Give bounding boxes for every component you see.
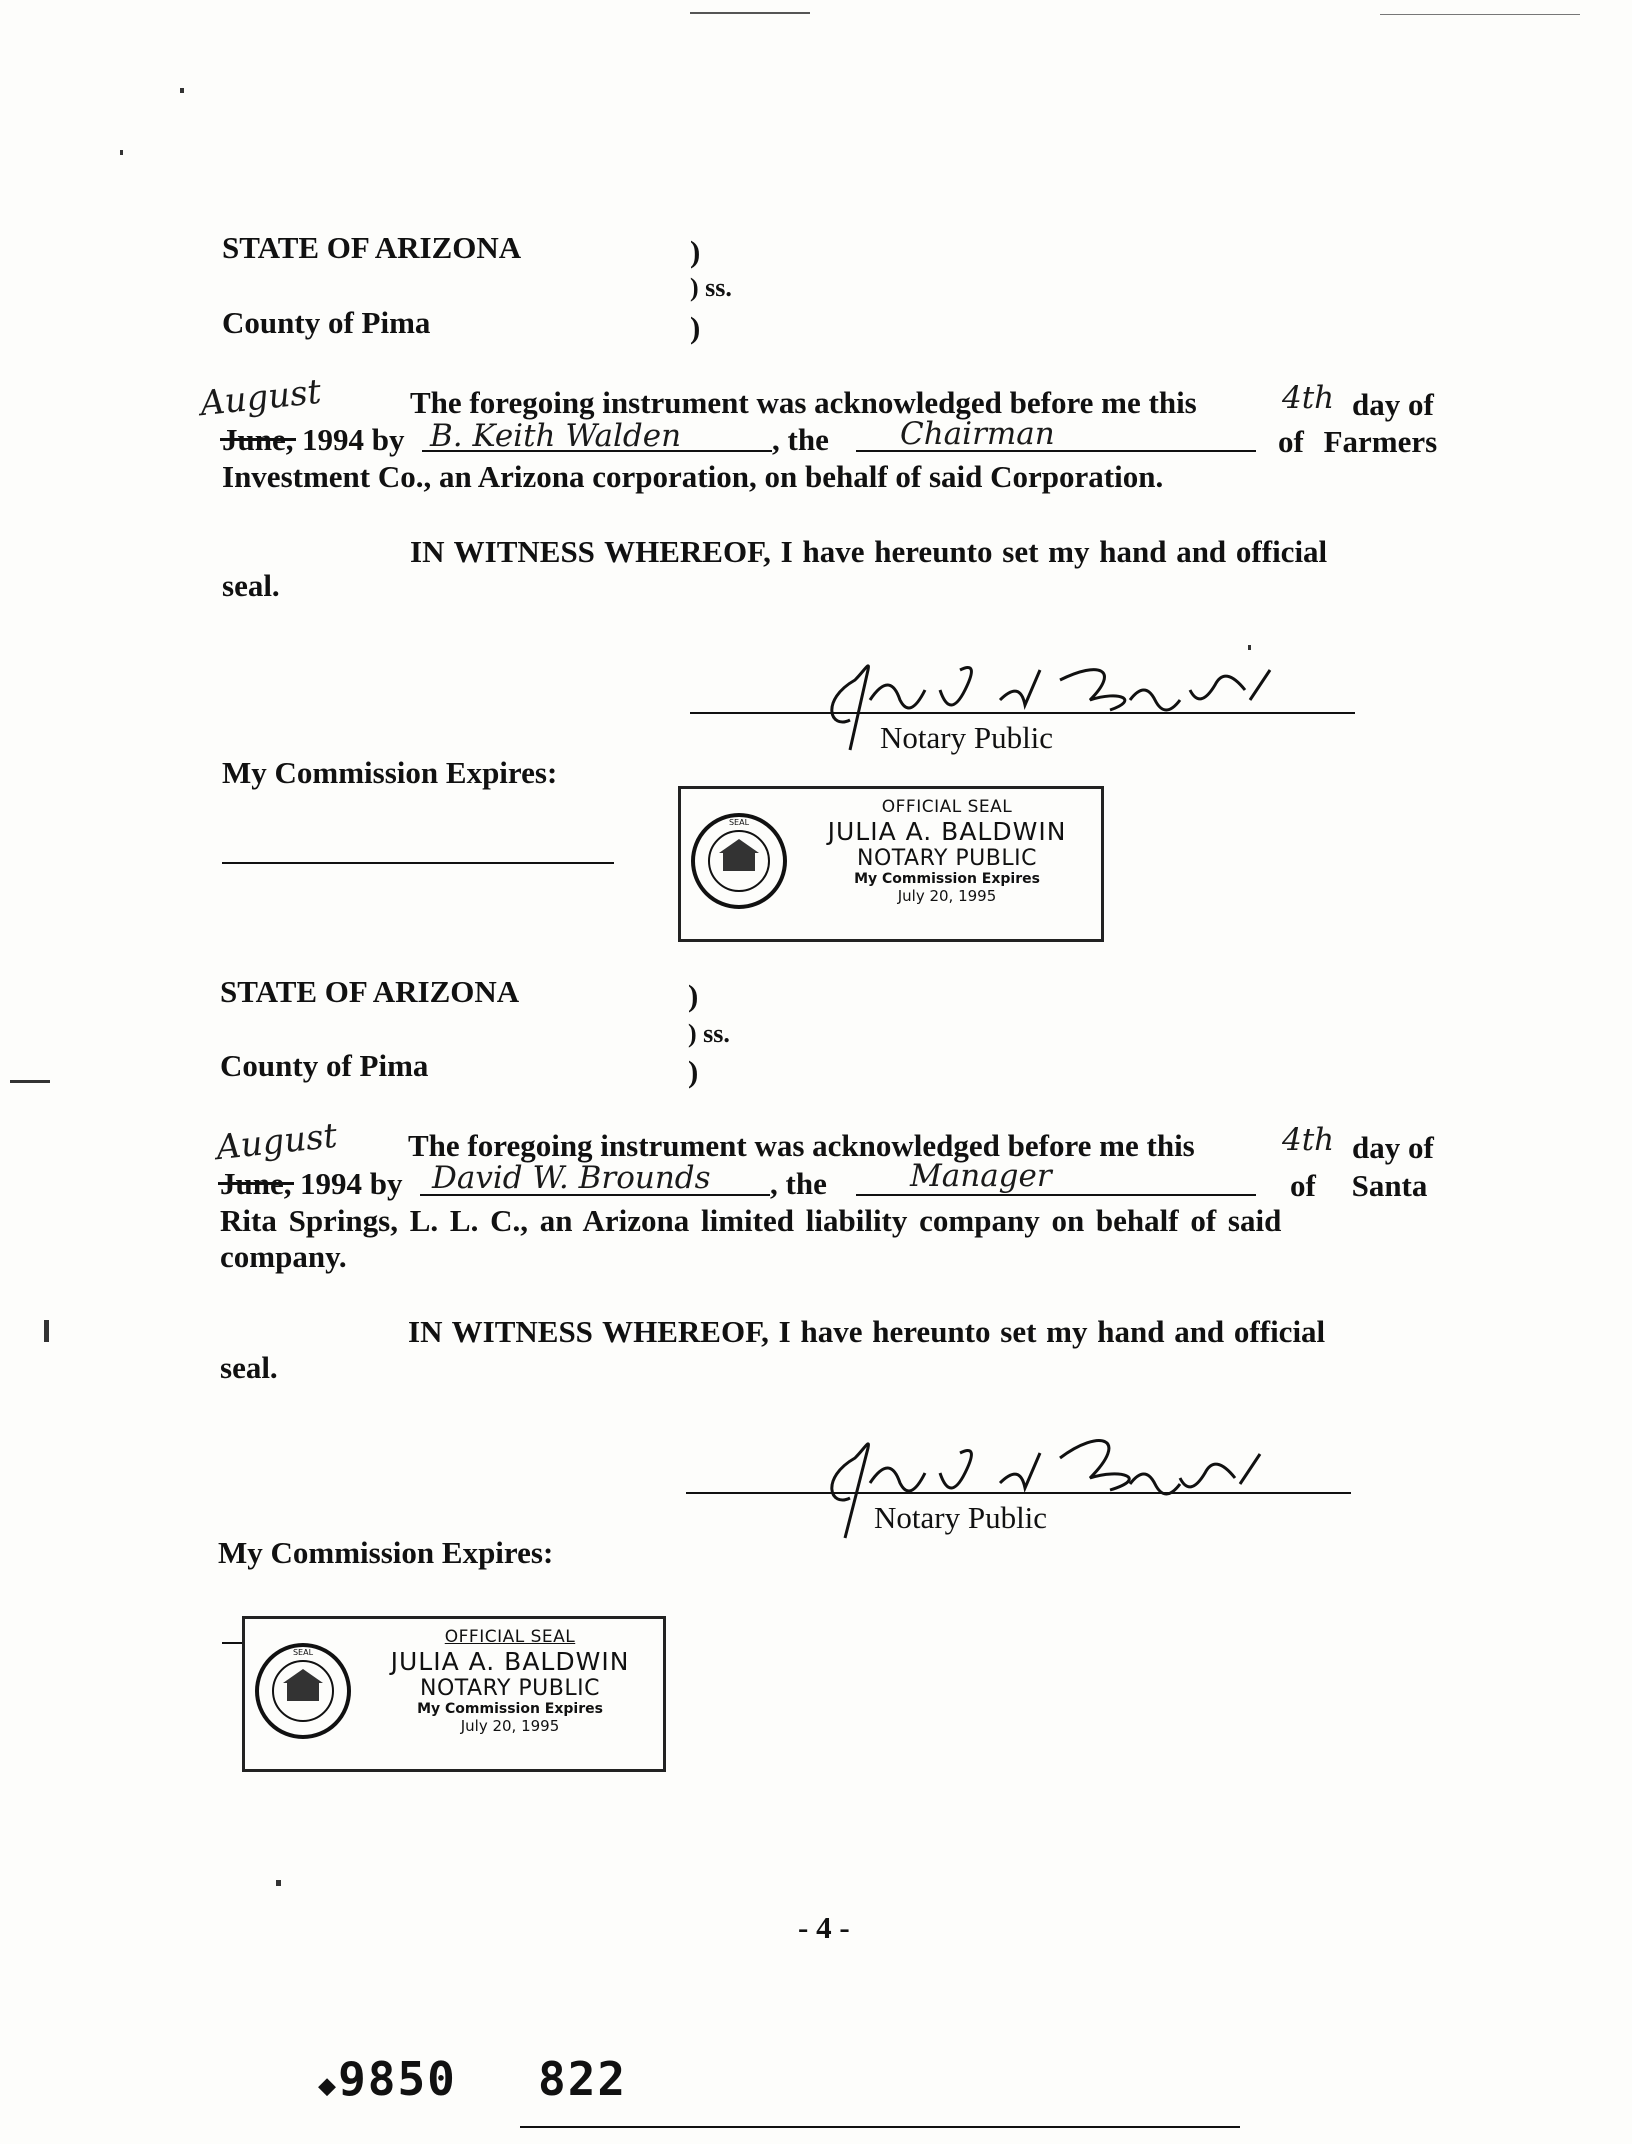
commission-blank-line xyxy=(222,1642,242,1644)
commission-expires-label: My Commission Expires: xyxy=(222,755,558,790)
venue-paren: ) xyxy=(690,234,701,269)
official-seal-stamp-2 xyxy=(242,1616,666,1772)
acknowledgment-line-1: The foregoing instrument was acknowledged before me this xyxy=(408,1128,1195,1163)
seal-expires-label: My Commission Expires xyxy=(417,1701,603,1717)
notary-seal-emblem-icon xyxy=(689,811,789,911)
seal-title: NOTARY PUBLIC xyxy=(857,846,1037,871)
scan-speck xyxy=(10,1080,50,1083)
seal-expires-date: July 20, 1995 xyxy=(897,887,997,905)
page-number: - 4 - xyxy=(798,1910,850,1945)
state-label: STATE OF ARIZONA xyxy=(222,230,522,265)
year-by-label: 1994 by xyxy=(300,1166,403,1201)
signature-text: Julia A. Baldwin xyxy=(1310,627,1418,644)
scan-speck xyxy=(180,88,184,93)
handwritten-month: August xyxy=(214,1115,339,1169)
struck-month-text: June, xyxy=(220,1166,292,1201)
bottom-rule xyxy=(520,2126,1240,2128)
seal-word: seal. xyxy=(220,1350,278,1385)
scan-top-edge xyxy=(1380,14,1580,15)
venue-paren: ) xyxy=(688,1054,699,1089)
scan-speck xyxy=(44,1320,49,1342)
page-stamp-number: 822 xyxy=(538,2052,628,2106)
commission-blank-line xyxy=(222,862,614,864)
seal-expires-label: My Commission Expires xyxy=(854,871,1040,887)
seal-word: seal. xyxy=(222,568,280,603)
notary-public-label: Notary Public xyxy=(880,720,1054,755)
seal-header: OFFICIAL SEAL xyxy=(444,1627,576,1647)
acknowledgment-line-4: company. xyxy=(220,1239,347,1274)
venue-paren: ) xyxy=(688,978,699,1013)
commission-expires-label: My Commission Expires: xyxy=(218,1535,554,1570)
line-2-tail: of Santa xyxy=(1290,1168,1428,1203)
seal-expires-date: July 20, 1995 xyxy=(460,1717,560,1735)
handwritten-signer-title: Manager xyxy=(910,1158,1052,1194)
witness-clause: IN WITNESS WHEREOF, I have hereunto set my hand and official xyxy=(410,534,1328,569)
the-label: , the xyxy=(770,1166,827,1201)
state-label: STATE OF ARIZONA xyxy=(220,974,520,1009)
struck-month xyxy=(220,1166,292,1202)
seal-name: JULIA A. BALDWIN xyxy=(390,1647,630,1676)
seal-title: NOTARY PUBLIC xyxy=(420,1676,600,1701)
day-of-label: day of xyxy=(1352,1130,1434,1165)
struck-month xyxy=(222,422,294,458)
svg-text:SEAL: SEAL xyxy=(728,818,750,827)
handwritten-signer-name: B. Keith Walden xyxy=(430,418,682,454)
seal-header: OFFICIAL SEAL xyxy=(881,797,1013,817)
signature-text: Julia A. Baldwin xyxy=(1290,1405,1398,1422)
witness-clause: IN WITNESS WHEREOF, I have hereunto set my hand and official xyxy=(408,1314,1326,1349)
docket-number-left: 9850 xyxy=(338,2052,457,2106)
venue-paren: ) xyxy=(690,310,701,345)
handwritten-signer-name: David W. Brounds xyxy=(432,1160,711,1196)
ss-label: ) ss. xyxy=(690,273,732,302)
year-by-label: 1994 by xyxy=(302,422,405,457)
county-label: County of Pima xyxy=(222,305,431,340)
county-label: County of Pima xyxy=(220,1048,429,1083)
acknowledgment-line-1: The foregoing instrument was acknowledged before me this xyxy=(410,385,1197,420)
scan-speck xyxy=(276,1880,281,1886)
handwritten-signer-title: Chairman xyxy=(900,416,1055,452)
ss-label: ) ss. xyxy=(688,1019,730,1048)
seal-name: JULIA A. BALDWIN xyxy=(827,817,1067,846)
struck-month-text: June, xyxy=(222,422,294,457)
docket-number xyxy=(318,2052,457,2106)
notary-public-label: Notary Public xyxy=(874,1500,1048,1535)
line-2-tail: of Farmers xyxy=(1278,424,1438,459)
handwritten-month: August xyxy=(198,371,323,425)
day-of-label: day of xyxy=(1352,387,1434,422)
handwritten-day: 4th xyxy=(1282,1122,1335,1158)
notary-seal-emblem-icon xyxy=(253,1641,353,1741)
official-seal-stamp-1 xyxy=(678,786,1104,942)
docket-mark-icon: ◆ xyxy=(318,2068,339,2103)
the-label: , the xyxy=(772,422,829,457)
handwritten-day: 4th xyxy=(1282,380,1335,416)
svg-text:SEAL: SEAL xyxy=(292,1648,314,1657)
scan-top-edge xyxy=(690,12,810,14)
acknowledgment-line-3: Investment Co., an Arizona corporation, on behalf of said Corporation. xyxy=(222,459,1164,494)
acknowledgment-line-3: Rita Springs, L. L. C., an Arizona limited liability company on behalf of said xyxy=(220,1203,1282,1238)
scan-speck xyxy=(120,150,123,155)
